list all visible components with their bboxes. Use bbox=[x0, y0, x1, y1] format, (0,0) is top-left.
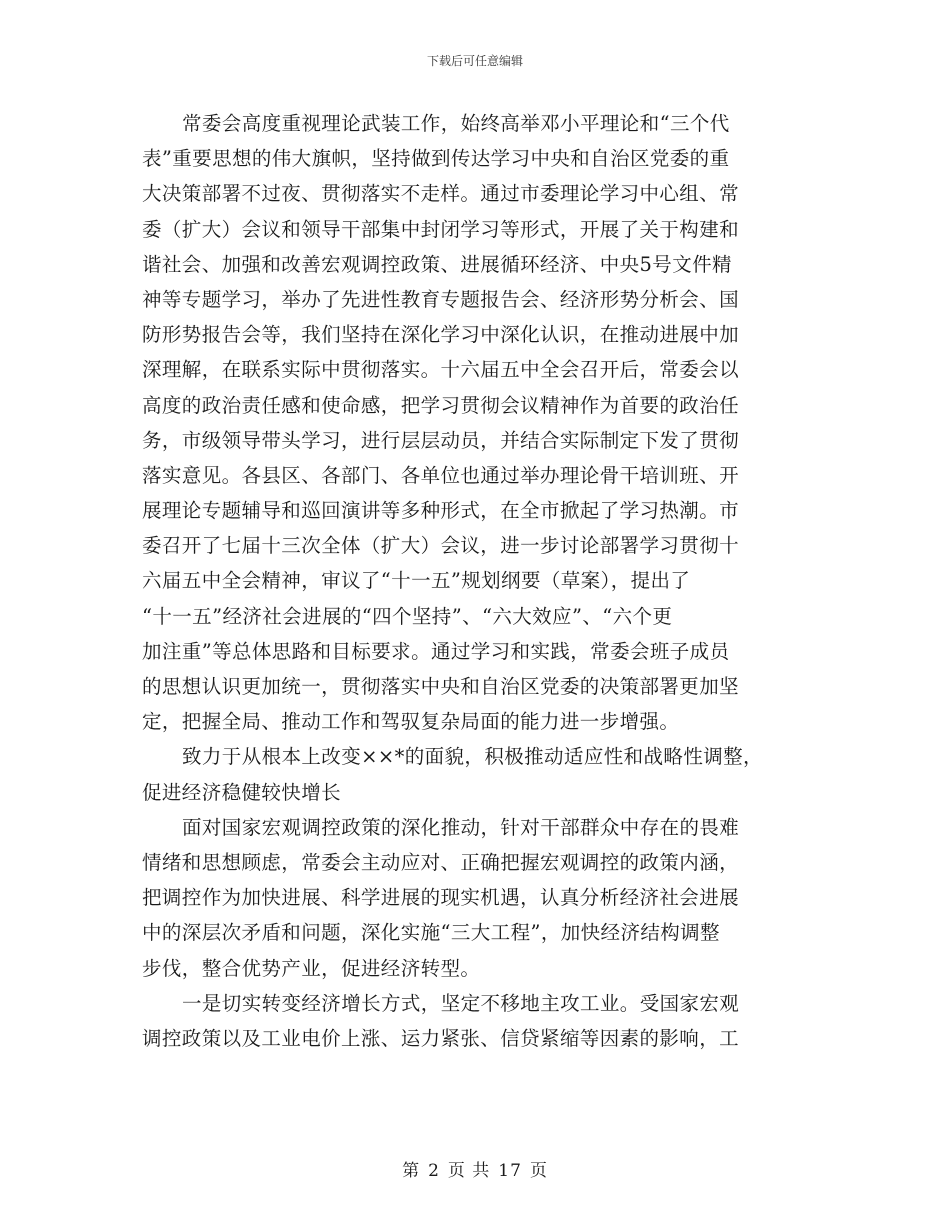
text-line: 防形势报告会等，我们坚持在深化学习中深化认识，在推动进展中加 bbox=[142, 323, 740, 347]
text-line: 把调控作为加快进展、科学进展的现实机遇，认真分析经济社会进展 bbox=[142, 886, 740, 910]
text-line: 的思想认识更加统一，贯彻落实中央和自治区党委的决策部署更加坚 bbox=[142, 675, 740, 698]
total-pages: 17 bbox=[498, 1161, 522, 1181]
text-line: 情绪和思想顾虑，常委会主动应对、正确把握宏观调控的政策内涵， bbox=[142, 850, 740, 874]
text-line: 调控政策以及工业电价上涨、运力紧张、信贷紧缩等因素的影响，工 bbox=[142, 1026, 740, 1050]
text-line: 常委会高度重视理论武装工作，始终高举邓小平理论和“三个代 bbox=[182, 112, 730, 135]
section-heading-line: 促进经济稳健较快增长 bbox=[142, 780, 342, 804]
page-footer bbox=[0, 1156, 950, 1181]
text-line: 一是切实转变经济增长方式，坚定不移地主攻工业。受国家宏观 bbox=[182, 991, 740, 1015]
footer-prefix: 第 bbox=[402, 1161, 421, 1181]
footer-middle: 页 共 bbox=[447, 1161, 491, 1181]
text-line: 中的深层次矛盾和问题，深化实施“三大工程”，加快经济结构调整 bbox=[142, 921, 720, 945]
text-line: 委（扩大）会议和领导干部集中封闭学习等形式，开展了关于构建和 bbox=[142, 217, 740, 241]
text-line: 委召开了七届十三次全体（扩大）会议，进一步讨论部署学习贯彻十 bbox=[142, 534, 740, 558]
text-line: 务，市级领导带头学习，进行层层动员，并结合实际制定下发了贯彻 bbox=[142, 428, 740, 452]
text-line: 大决策部署不过夜、贯彻落实不走样。通过市委理论学习中心组、常 bbox=[142, 182, 740, 206]
text-line: 定，把握全局、推动工作和驾驭复杂局面的能力进一步增强。 bbox=[142, 710, 680, 734]
text-line: 表”重要思想的伟大旗帜，坚持做到传达学习中央和自治区党委的重 bbox=[142, 147, 730, 171]
text-line: 步伐，整合优势产业，促进经济转型。 bbox=[142, 956, 481, 980]
text-line: 高度的政治责任感和使命感，把学习贯彻会议精神作为首要的政治任 bbox=[142, 393, 740, 417]
text-line: 深理解，在联系实际中贯彻落实。十六届五中全会召开后，常委会以 bbox=[142, 358, 740, 382]
text-line: 谐社会、加强和改善宏观调控政策、进展循环经济、中央5号文件精 bbox=[142, 252, 732, 276]
text-line: 神等专题学习，举办了先进性教育专题报告会、经济形势分析会、国 bbox=[142, 287, 740, 311]
page-number: 2 bbox=[428, 1161, 440, 1181]
text-line: 落实意见。各县区、各部门、各单位也通过举办理论骨干培训班、开 bbox=[142, 463, 740, 487]
document-body bbox=[142, 106, 814, 1056]
text-line: 六届五中全会精神，审议了“十一五”规划纲要（草案），提出了 bbox=[142, 569, 691, 593]
page-header: 下载后可任意编辑 bbox=[426, 54, 523, 68]
text-line: 加注重”等总体思路和目标要求。通过学习和实践，常委会班子成员 bbox=[142, 639, 730, 663]
text-line: 面对国家宏观调控政策的深化推动，针对干部群众中存在的畏难 bbox=[182, 815, 740, 839]
section-heading-line: 致力于从根本上改变××*的面貌，积极推动适应性和战略性调整， bbox=[182, 745, 763, 769]
text-line: “十一五”经济社会进展的“四个坚持”、“六大效应”、“六个更 bbox=[142, 604, 673, 628]
footer-suffix: 页 bbox=[529, 1161, 548, 1181]
text-line: 展理论专题辅导和巡回演讲等多种形式，在全市掀起了学习热潮。市 bbox=[142, 499, 740, 523]
